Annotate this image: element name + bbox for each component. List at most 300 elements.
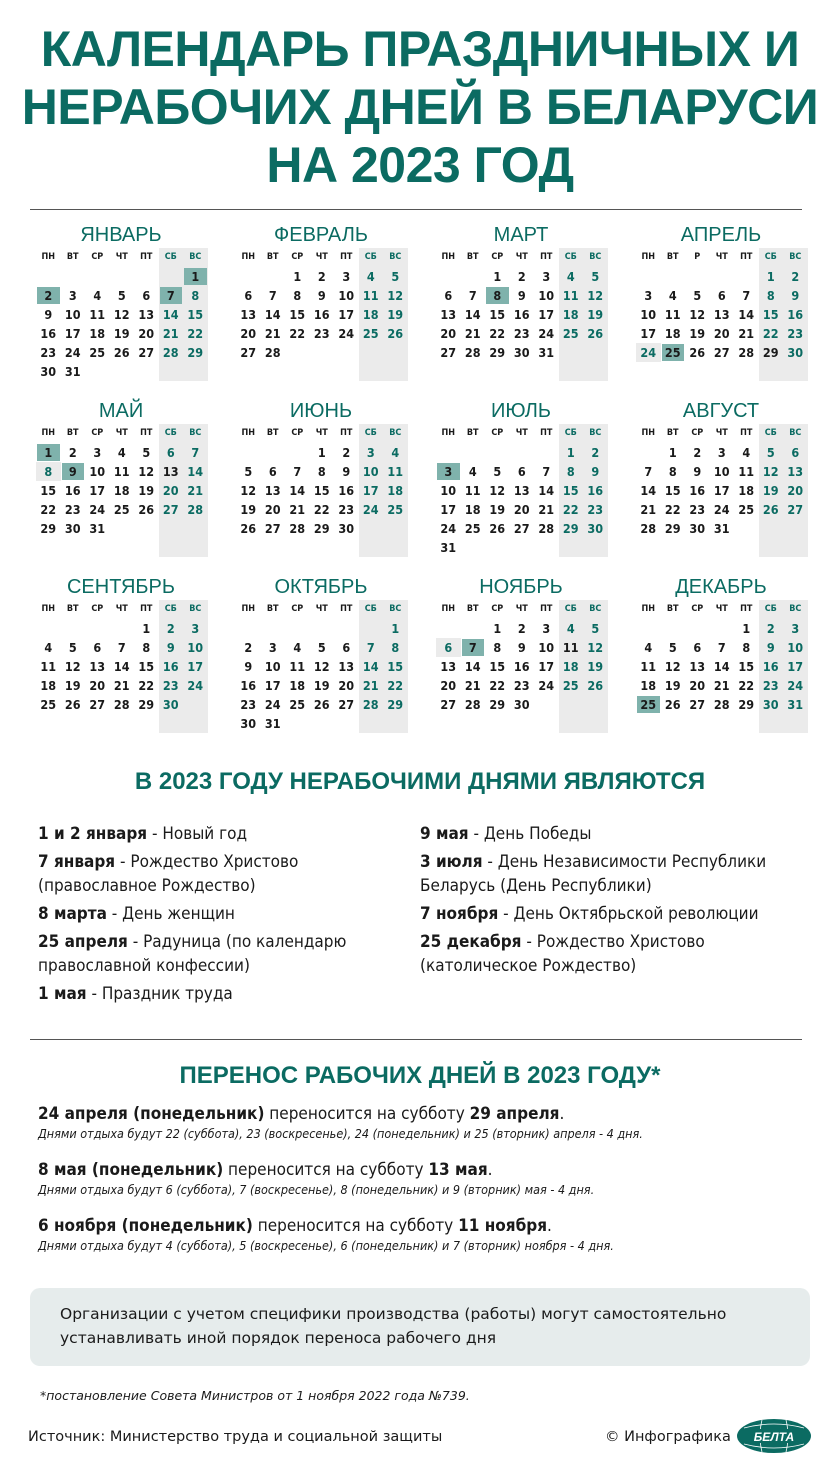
day-cell: 7: [468, 288, 477, 303]
day-cell: 16: [513, 307, 530, 322]
day-cell: 2: [166, 621, 175, 636]
day-cell: 10: [440, 483, 457, 498]
day-cell: 6: [436, 638, 461, 657]
month-name: АПРЕЛЬ: [680, 224, 762, 246]
empty-cell: [436, 267, 461, 286]
day-cell: 20: [713, 326, 730, 341]
holiday-name: - День Победы: [468, 824, 592, 844]
weekday-header: СР: [491, 252, 504, 262]
holiday-item: [38, 930, 408, 978]
empty-cell: [159, 267, 184, 286]
holiday-day: 2: [37, 287, 60, 304]
day-cell: 16: [40, 326, 57, 341]
empty-cell: [661, 267, 686, 286]
day-cell: 8: [742, 640, 751, 655]
holiday-name: - День Октябрьской революции: [498, 904, 759, 924]
day-cell: 28: [187, 502, 204, 517]
day-cell: 27: [689, 697, 706, 712]
day-cell: 4: [644, 640, 653, 655]
weekday-header: СР: [291, 252, 304, 262]
day-cell: 2: [68, 445, 77, 460]
weekday-header: ПН: [41, 252, 56, 262]
day-cell: 25: [40, 697, 57, 712]
weekday-header: ЧТ: [115, 428, 128, 438]
holiday-day: 25: [637, 696, 660, 713]
empty-cell: [236, 443, 261, 462]
day-cell: 13: [440, 307, 457, 322]
weekday-header: ЧТ: [715, 252, 728, 262]
day-cell: 20: [513, 502, 530, 517]
holiday-name: - Радуница (по календарю православной конфессии): [38, 932, 347, 976]
day-cell: 11: [664, 307, 681, 322]
day-cell: 30: [689, 521, 706, 536]
day-cell: 11: [113, 464, 130, 479]
transfer-to: 29 апреля: [469, 1104, 560, 1124]
day-cell: 12: [664, 659, 681, 674]
day-cell: 13: [338, 659, 355, 674]
empty-cell: [685, 619, 710, 638]
day-cell: 3: [268, 640, 277, 655]
day-cell: 11: [289, 659, 306, 674]
day-cell: 10: [264, 659, 281, 674]
weekday-header: ЧТ: [315, 252, 328, 262]
day-cell: 18: [362, 307, 379, 322]
day-cell: 8: [391, 640, 400, 655]
day-cell: 14: [738, 307, 755, 322]
holiday-date: 25 апреля: [38, 932, 128, 952]
day-cell: 26: [762, 502, 779, 517]
day-cell: 2: [244, 640, 253, 655]
day-cell: 14: [113, 659, 130, 674]
day-cell: 23: [40, 345, 57, 360]
day-cell: 31: [440, 540, 457, 555]
day-cell: 12: [64, 659, 81, 674]
month-days: [36, 248, 216, 381]
day-cell: 17: [787, 659, 804, 674]
weekday-header: ЧТ: [515, 252, 528, 262]
day-cell: 26: [113, 345, 130, 360]
day-cell: 5: [668, 640, 677, 655]
day-cell: 10: [362, 464, 379, 479]
day-cell: 5: [693, 288, 702, 303]
holiday-item: [420, 850, 820, 898]
day-cell: 18: [89, 326, 106, 341]
empty-cell: [36, 267, 61, 286]
day-cell: 14: [362, 659, 379, 674]
transfer-text: переносится на субботу: [223, 1160, 429, 1180]
day-cell: 18: [562, 307, 579, 322]
empty-cell: [359, 619, 384, 638]
belta-logo: [736, 1418, 812, 1454]
day-cell: 5: [391, 269, 400, 284]
month-5: [36, 398, 216, 538]
transfer-line: [38, 1215, 818, 1237]
day-cell: 3: [68, 288, 77, 303]
weekday-header: ЧТ: [315, 428, 328, 438]
day-cell: 10: [338, 288, 355, 303]
empty-cell: [636, 267, 661, 286]
month-days: [236, 600, 416, 733]
day-cell: 20: [787, 483, 804, 498]
day-cell: 4: [366, 269, 375, 284]
day-cell: 5: [317, 640, 326, 655]
day-cell: 9: [166, 640, 175, 655]
day-cell: 20: [440, 678, 457, 693]
holiday-item: [38, 822, 408, 846]
holiday-item: [38, 850, 408, 898]
month-name: ИЮЛЬ: [491, 400, 551, 422]
day-cell: 13: [89, 659, 106, 674]
holidays-heading: В 2023 ГОДУ НЕРАБОЧИМИ ДНЯМИ ЯВЛЯЮТСЯ: [134, 768, 706, 795]
day-cell: 12: [387, 288, 404, 303]
day-cell: 28: [538, 521, 555, 536]
month-3: [436, 222, 616, 362]
day-cell: 27: [240, 345, 257, 360]
weekday-header: ВС: [189, 252, 202, 262]
day-cell: 27: [513, 521, 530, 536]
empty-cell: [134, 267, 159, 286]
day-cell: 17: [538, 307, 555, 322]
day-cell: 3: [717, 445, 726, 460]
day-cell: 1: [766, 269, 775, 284]
day-cell: 24: [362, 502, 379, 517]
day-cell: 19: [138, 483, 155, 498]
month-days: [636, 248, 816, 362]
day-cell: 8: [668, 464, 677, 479]
empty-cell: [261, 267, 286, 286]
day-cell: 23: [513, 678, 530, 693]
transfer-to: 13 мая: [428, 1160, 488, 1180]
transfer-from: 6 ноября (понедельник): [38, 1216, 253, 1236]
day-cell: 15: [489, 659, 506, 674]
day-cell: 26: [489, 521, 506, 536]
month-10: [236, 574, 416, 733]
day-cell: 22: [489, 678, 506, 693]
day-cell: 2: [766, 621, 775, 636]
day-cell: 17: [713, 483, 730, 498]
empty-cell: [110, 619, 135, 638]
day-cell: 8: [142, 640, 151, 655]
day-cell: 16: [162, 659, 179, 674]
transfer-end: .: [487, 1160, 493, 1180]
weekday-header: ПН: [641, 428, 656, 438]
day-cell: 11: [562, 640, 579, 655]
day-cell: 23: [313, 326, 330, 341]
day-cell: 6: [693, 640, 702, 655]
weekday-header: ПН: [641, 252, 656, 262]
weekday-header: ПТ: [340, 604, 353, 614]
day-cell: 16: [787, 307, 804, 322]
day-cell: 8: [36, 462, 61, 481]
weekday-header: ВТ: [66, 252, 79, 262]
weekday-header: ВС: [589, 252, 602, 262]
month-8: [636, 398, 816, 538]
day-cell: 25: [562, 678, 579, 693]
day-cell: 23: [689, 502, 706, 517]
day-cell: 12: [313, 659, 330, 674]
weekday-header: ВТ: [266, 604, 279, 614]
day-cell: 8: [191, 288, 200, 303]
source: Источник: Министерство труда и социальной защиты: [28, 1429, 443, 1445]
day-cell: 29: [313, 521, 330, 536]
empty-cell: [236, 619, 261, 638]
day-cell: 27: [713, 345, 730, 360]
holiday-item: [38, 902, 408, 926]
day-cell: 18: [40, 678, 57, 693]
empty-cell: [534, 443, 559, 462]
day-cell: 23: [64, 502, 81, 517]
weekday-header: ПТ: [140, 604, 153, 614]
day-cell: 23: [162, 678, 179, 693]
day-cell: 9: [44, 307, 53, 322]
note-box: Организации с учетом специфики производства (работы) могут самостоятельно устанавливать иной порядок переноса рабочего дня: [30, 1288, 810, 1366]
weekday-header: ЧТ: [315, 604, 328, 614]
day-cell: 30: [513, 697, 530, 712]
day-cell: 27: [787, 502, 804, 517]
day-cell: 30: [240, 716, 257, 731]
month-days: [36, 600, 216, 714]
day-cell: 26: [587, 326, 604, 341]
day-cell: 28: [464, 697, 481, 712]
holiday-date: 8 марта: [38, 904, 107, 924]
day-cell: 12: [240, 483, 257, 498]
day-cell: 17: [538, 659, 555, 674]
weekday-header: ПТ: [140, 252, 153, 262]
day-cell: 5: [68, 640, 77, 655]
day-cell: 23: [338, 502, 355, 517]
empty-cell: [636, 619, 661, 638]
month-days: [436, 248, 616, 362]
weekday-header: СР: [491, 604, 504, 614]
holiday-item: [420, 930, 820, 978]
day-cell: 10: [538, 640, 555, 655]
empty-cell: [85, 267, 110, 286]
holiday-date: 1 мая: [38, 984, 87, 1004]
holiday-date: 7 ноября: [420, 904, 499, 924]
weekday-header: ПН: [41, 428, 56, 438]
holiday-date: 25 декабря: [420, 932, 522, 952]
day-cell: 7: [644, 464, 653, 479]
day-cell: 4: [44, 640, 53, 655]
day-cell: 30: [64, 521, 81, 536]
day-cell: 22: [187, 326, 204, 341]
weekday-header: СР: [91, 252, 104, 262]
day-cell: 24: [440, 521, 457, 536]
weekday-header: ВС: [789, 252, 802, 262]
day-cell: 24: [538, 678, 555, 693]
day-cell: 22: [664, 502, 681, 517]
day-cell: 14: [464, 307, 481, 322]
day-cell: 23: [240, 697, 257, 712]
day-cell: 9: [517, 640, 526, 655]
page-title: [0, 20, 840, 194]
day-cell: 7: [366, 640, 375, 655]
weekday-header: СР: [491, 428, 504, 438]
day-cell: 2: [517, 621, 526, 636]
day-cell: 18: [664, 326, 681, 341]
day-cell: 31: [64, 364, 81, 379]
day-cell: 6: [517, 464, 526, 479]
day-cell: 1: [566, 445, 575, 460]
weekday-header: ВТ: [66, 428, 79, 438]
day-cell: 15: [187, 307, 204, 322]
day-cell: 24: [187, 678, 204, 693]
day-cell: 28: [264, 345, 281, 360]
day-cell: 5: [244, 464, 253, 479]
day-cell: 5: [591, 269, 600, 284]
transfer-from: 24 апреля (понедельник): [38, 1104, 265, 1124]
transfer-item: [38, 1159, 818, 1199]
empty-cell: [461, 443, 486, 462]
weekday-header: ПТ: [740, 252, 753, 262]
day-cell: 16: [240, 678, 257, 693]
weekday-header: ЧТ: [115, 252, 128, 262]
day-cell: 15: [738, 659, 755, 674]
day-cell: 13: [240, 307, 257, 322]
day-cell: 8: [293, 288, 302, 303]
empty-cell: [510, 443, 535, 462]
day-cell: 15: [138, 659, 155, 674]
weekday-header: СР: [691, 428, 704, 438]
day-cell: 11: [362, 288, 379, 303]
day-cell: 27: [338, 697, 355, 712]
day-cell: 27: [138, 345, 155, 360]
day-cell: 26: [240, 521, 257, 536]
holiday-date: 7 января: [38, 852, 116, 872]
month-4: [636, 222, 816, 362]
day-cell: 11: [562, 288, 579, 303]
day-cell: 16: [338, 483, 355, 498]
empty-cell: [85, 619, 110, 638]
month-days: [636, 424, 816, 538]
day-cell: 15: [489, 307, 506, 322]
day-cell: 20: [440, 326, 457, 341]
weekday-header: ВС: [789, 428, 802, 438]
weekday-header: ВС: [189, 604, 202, 614]
day-cell: 17: [640, 326, 657, 341]
day-cell: 22: [313, 502, 330, 517]
day-cell: 12: [689, 307, 706, 322]
holiday-item: [420, 822, 820, 846]
day-cell: 27: [440, 345, 457, 360]
day-cell: 1: [391, 621, 400, 636]
day-cell: 10: [89, 464, 106, 479]
day-cell: 28: [289, 521, 306, 536]
day-cell: 16: [587, 483, 604, 498]
day-cell: 14: [187, 464, 204, 479]
day-cell: 13: [513, 483, 530, 498]
day-cell: 16: [513, 659, 530, 674]
day-cell: 28: [113, 697, 130, 712]
day-cell: 18: [562, 659, 579, 674]
weekday-header: ВС: [389, 604, 402, 614]
day-cell: 2: [693, 445, 702, 460]
day-cell: 15: [664, 483, 681, 498]
month-11: [436, 574, 616, 714]
copyright: © Инфографика: [605, 1429, 731, 1445]
transfer-details: Днями отдыха будут 4 (суббота), 5 (воскресенье), 6 (понедельник) и 7 (вторник) ноября - 4 дня.: [38, 1238, 614, 1253]
day-cell: 30: [587, 521, 604, 536]
day-cell: 12: [138, 464, 155, 479]
holiday-name: - День женщин: [106, 904, 235, 924]
day-cell: 3: [791, 621, 800, 636]
transfer-line: [38, 1159, 818, 1181]
day-cell: 8: [766, 288, 775, 303]
day-cell: 20: [89, 678, 106, 693]
weekday-header: СР: [691, 604, 704, 614]
day-cell: 14: [162, 307, 179, 322]
day-cell: 6: [142, 288, 151, 303]
day-cell: 25: [289, 697, 306, 712]
day-cell: 4: [117, 445, 126, 460]
month-2: [236, 222, 416, 362]
day-cell: 8: [317, 464, 326, 479]
transfer-text: переносится на субботу: [264, 1104, 470, 1124]
day-cell: 10: [187, 640, 204, 655]
day-cell: 12: [489, 483, 506, 498]
day-cell: 3: [366, 445, 375, 460]
weekday-header: ПН: [241, 252, 256, 262]
day-cell: 29: [40, 521, 57, 536]
weekday-header: СБ: [164, 604, 177, 614]
day-cell: 20: [264, 502, 281, 517]
transfer-text: переносится на субботу: [252, 1216, 459, 1236]
day-cell: 29: [762, 345, 779, 360]
weekday-header: ЧТ: [515, 428, 528, 438]
weekday-header: СБ: [764, 252, 777, 262]
day-cell: 19: [689, 326, 706, 341]
holiday-day: 3: [437, 463, 460, 480]
day-cell: 9: [591, 464, 600, 479]
day-cell: 29: [387, 697, 404, 712]
day-cell: 9: [517, 288, 526, 303]
day-cell: 15: [762, 307, 779, 322]
holiday-name: - Рождество Христово (католическое Рождество): [420, 932, 705, 976]
day-cell: 2: [517, 269, 526, 284]
month-name: ДЕКАБРЬ: [675, 576, 767, 598]
day-cell: 24: [713, 502, 730, 517]
holiday-day: 1: [184, 268, 207, 285]
day-cell: 24: [64, 345, 81, 360]
day-cell: 24: [538, 326, 555, 341]
weekday-header: ПН: [441, 252, 456, 262]
holiday-day: 9: [62, 463, 85, 480]
day-cell: 15: [40, 483, 57, 498]
day-cell: 27: [162, 502, 179, 517]
day-cell: 29: [489, 345, 506, 360]
day-cell: 10: [787, 640, 804, 655]
empty-cell: [461, 267, 486, 286]
day-cell: 11: [387, 464, 404, 479]
weekday-header: СБ: [364, 252, 377, 262]
day-cell: 16: [689, 483, 706, 498]
day-cell: 6: [791, 445, 800, 460]
day-cell: 7: [191, 445, 200, 460]
month-name: СЕНТЯБРЬ: [66, 576, 176, 598]
day-cell: 21: [113, 678, 130, 693]
day-cell: 31: [713, 521, 730, 536]
day-cell: 20: [689, 678, 706, 693]
divider: [30, 1039, 802, 1040]
weekday-header: СБ: [564, 428, 577, 438]
day-cell: 21: [713, 678, 730, 693]
day-cell: 4: [468, 464, 477, 479]
day-cell: 11: [89, 307, 106, 322]
day-cell: 20: [240, 326, 257, 341]
day-cell: 29: [562, 521, 579, 536]
holiday-name: - Новый год: [147, 824, 248, 844]
month-name: ОКТЯБРЬ: [274, 576, 368, 598]
